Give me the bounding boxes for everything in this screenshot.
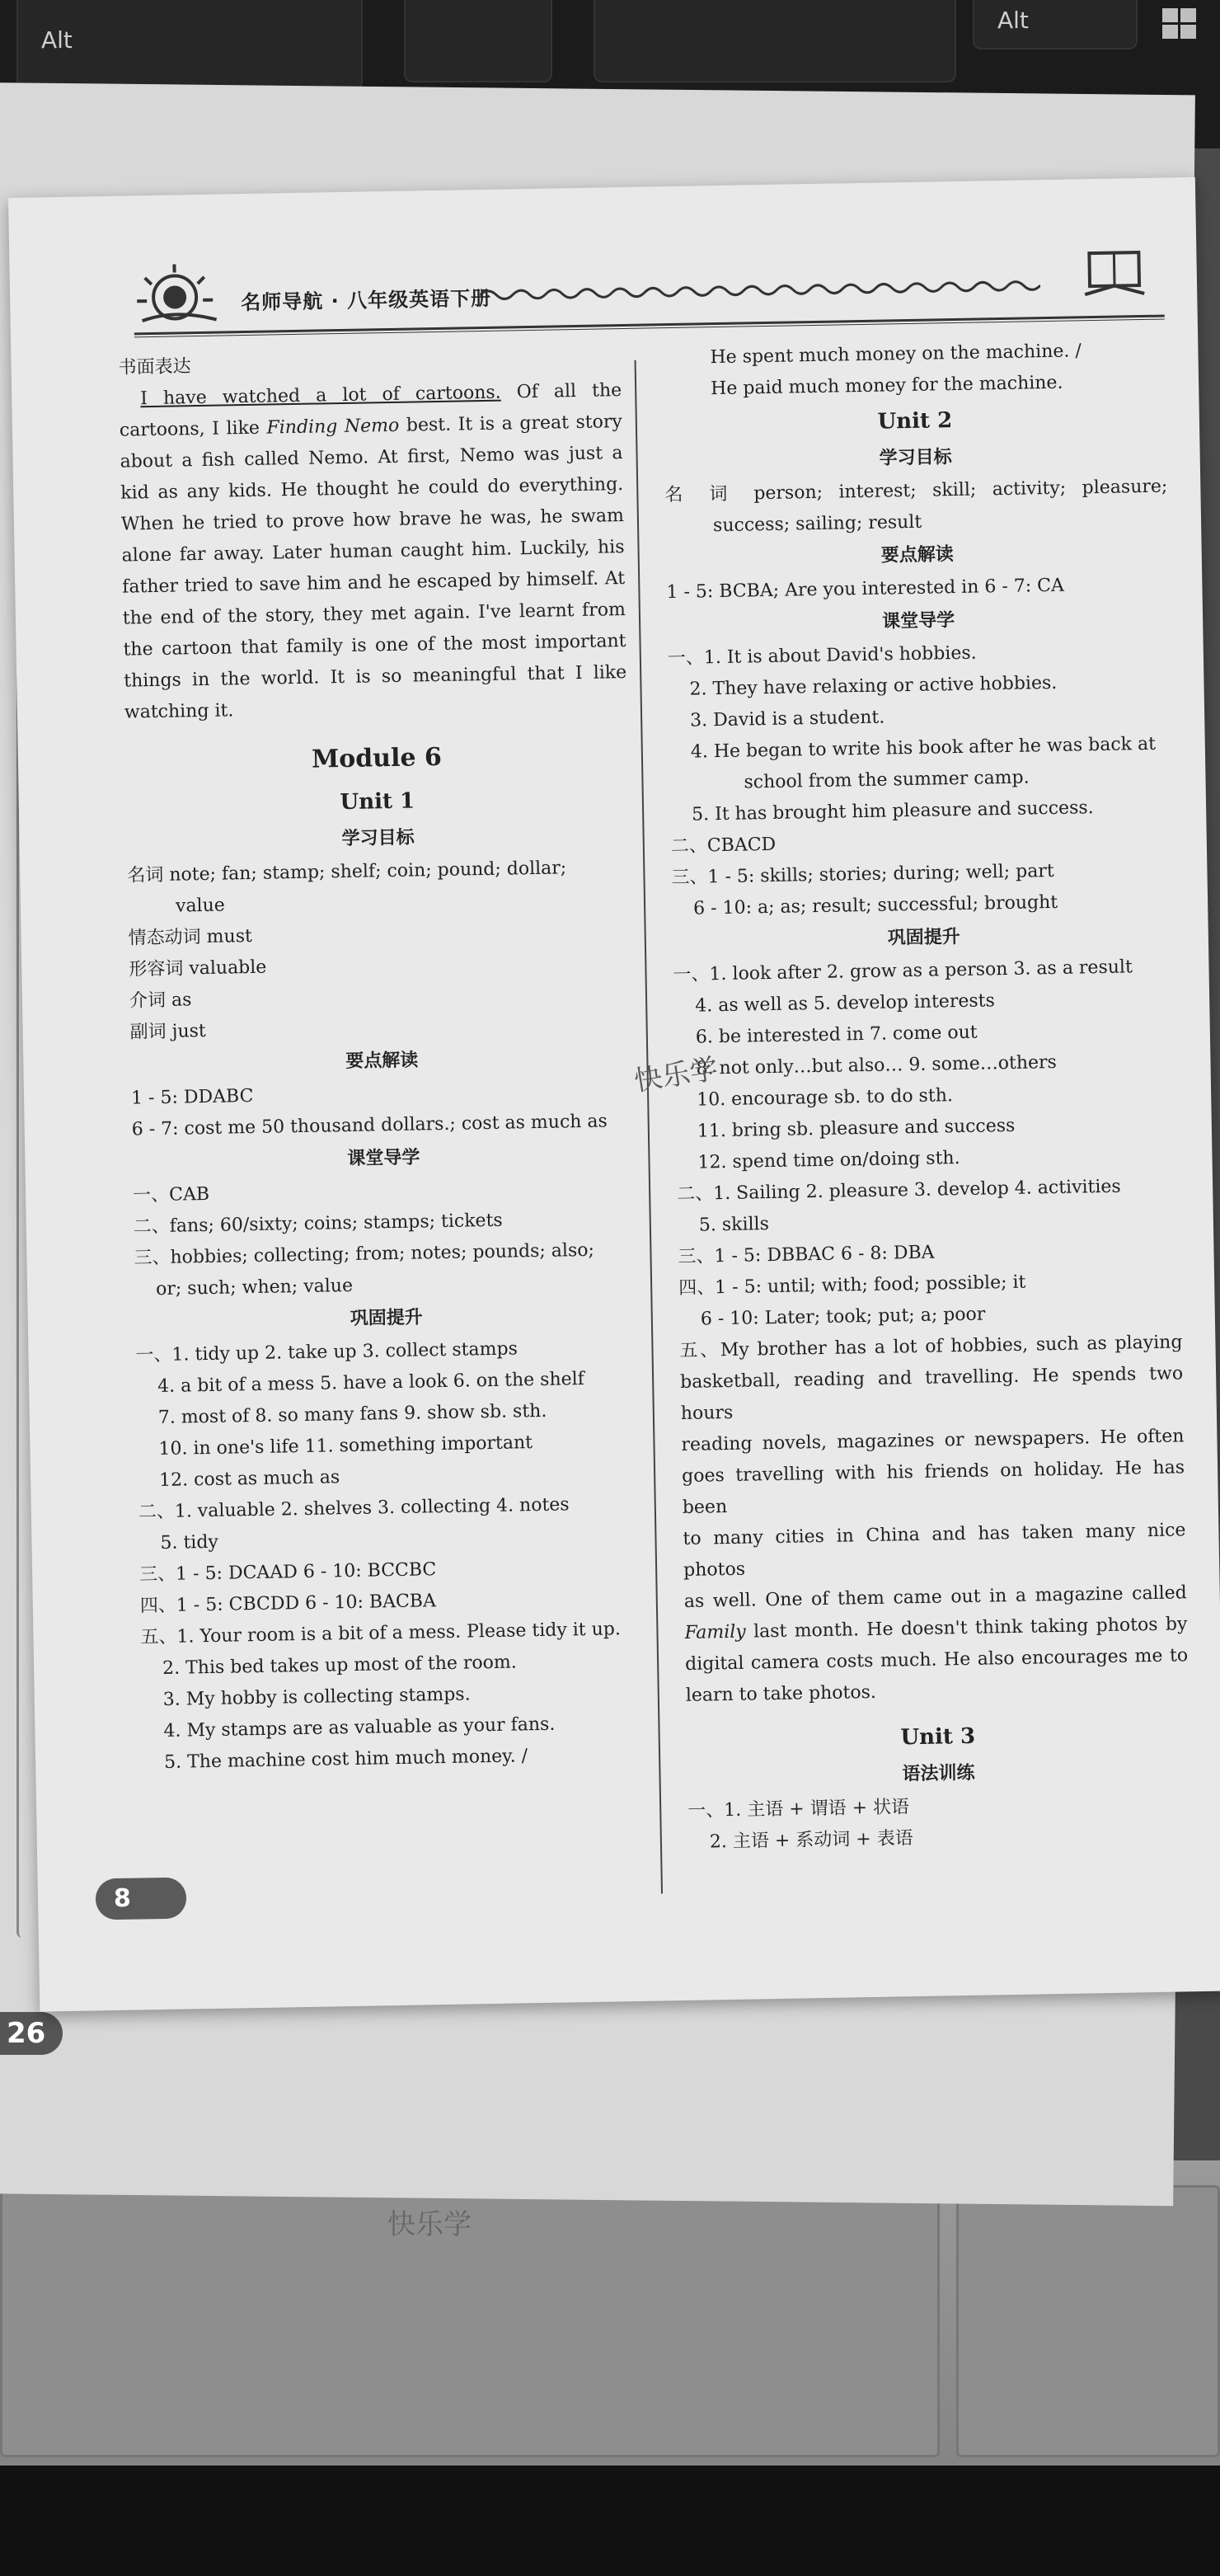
answer-line: 介词 as [129,990,192,1012]
answer-line: value [175,895,226,917]
essay-line: reading novels, magazines or newspapers. He often [681,1426,1185,1455]
answer-line: 3. My hobby is collecting stamps. [162,1684,471,1710]
section-heading: 巩固提升 [350,1307,423,1329]
header-wave-decoration [480,277,1040,303]
essay-line: the cartoon that family is one of the most important [123,631,626,660]
answer-line: 4. as well as 5. develop interests [695,990,996,1017]
windows-logo-icon [1162,8,1199,41]
keyboard-key [404,0,552,82]
answer-line: He spent much money on the machine. / [710,341,1082,369]
section-heading: 语法训练 [902,1762,975,1785]
answer-line: 6 - 10: a; as; result; successful; brought [692,891,1058,919]
workbook-page [8,177,1220,2012]
answer-line: 1 - 5: BCBA; Are you interested in 6 - 7: CA [666,575,1065,604]
page-header [133,244,1164,336]
alt-key-label: Alt [997,7,1029,34]
page-number: 8 [96,1878,187,1920]
underlying-page-number: 26 [0,2012,63,2055]
module-title: Module 6 [311,742,443,774]
desk-shadow [0,2466,1220,2576]
answer-line: 二、CBACD [670,834,777,858]
answer-line: 12. cost as much as [158,1467,340,1492]
essay-line: 五、My brother has a lot of hobbies, such as playing [679,1332,1183,1361]
answer-line: 三、hobbies; collecting; from; notes; pounds; also; [134,1239,595,1269]
answer-line: 6 - 10: Later; took; put; a; poor [700,1304,986,1330]
answer-line: 2. This bed takes up most of the room. [162,1652,517,1680]
handwritten-scribble: 快乐学 [631,1052,720,1098]
answer-line: He paid much money for the machine. [710,372,1063,400]
answer-line: 三、1 - 5: skills; stories; during; well; part [671,860,1054,889]
answer-line: 5. tidy [160,1531,219,1554]
answer-line: 11. bring sb. pleasure and success [697,1115,1016,1142]
essay-line: father tried to save him and he escaped by himself. At [122,568,626,598]
unit-title: Unit 2 [877,408,953,435]
essay-line: goes travelling with his friends on holiday. He has been [681,1457,1185,1518]
answer-line: 5. skills [698,1214,770,1236]
sun-logo-icon [133,260,224,327]
essay-text: cartoons, I like [119,417,267,441]
essay-line: digital camera costs much. He also encourages me to [684,1645,1189,1675]
right-column [662,335,1191,1859]
essay-line: watching it. [124,700,234,723]
essay-line: kid as any kids. He thought he could do everything. [120,474,624,504]
essay-italic-title: Family [684,1621,746,1643]
answer-line: 1 - 5: DDABC [130,1085,254,1109]
essay-line: learn to take photos. [685,1681,877,1706]
answer-line: 2. 主语 + 系动词 + 表语 [709,1828,913,1853]
answer-line: 三、1 - 5: DCAAD 6 - 10: BCCBC [138,1559,437,1586]
answer-line: 二、fans; 60/sixty; coins; stamps; tickets [133,1210,503,1238]
essay-line: the end of the story, they met again. I've learnt from [122,599,626,629]
header-rule [134,315,1165,338]
answer-line: 8. not only…but also… 9. some…others [696,1051,1058,1079]
section-heading: 要点解读 [880,544,954,566]
answer-line: 4. a bit of a mess 5. have a look 6. on the shelf [157,1369,585,1398]
answer-line: 四、1 - 5: CBCDD 6 - 10: BACBA [139,1591,437,1617]
unit-title: Unit 1 [340,788,415,816]
answer-line: 3. David is a student. [689,707,885,731]
section-heading: 巩固提升 [887,926,961,949]
unit-title: Unit 3 [900,1723,976,1751]
essay-text: best. It is a great story [399,411,623,436]
answer-line: 一、1. look after 2. grow as a person 3. as a result [673,957,1133,986]
answer-line: 4. My stamps are as valuable as your fans. [163,1713,556,1742]
answer-line: 10. encourage sb. to do sth. [697,1085,954,1111]
section-heading: 要点解读 [345,1050,419,1073]
answer-line: 名 词 person; interest; skill; activity; pleasure; [664,476,1168,506]
answer-line: 6 - 7: cost me 50 thousand dollars.; cost as much as [131,1111,608,1140]
answer-line: 一、1. 主语 + 谓语 + 状语 [687,1797,910,1822]
answer-line: 情态动词 must [128,925,253,949]
essay-line: about a fish called Nemo. At first, Nemo was just a [120,443,623,472]
answer-line: 四、1 - 5: until; with; food; possible; it [678,1272,1026,1300]
essay-text: last month. He doesn't think taking photos by [745,1614,1188,1643]
writing-label: 书面表达 [118,356,191,378]
alt-key-label: Alt [41,26,73,54]
section-heading: 课堂导学 [881,610,955,632]
section-heading: 学习目标 [341,827,415,850]
header-title: 名师导航 · 八年级英语下册 [241,286,492,315]
answer-line: school from the summer camp. [744,767,1030,793]
answer-line: 一、1. It is about David's hobbies. [667,642,977,670]
alt-key-left [16,0,363,91]
essay-line: alone far away. Later human caught him. Luckily, his [121,537,625,566]
essay-line: to many cities in China and has taken many nice photos [683,1520,1186,1581]
book-logo-icon [1081,244,1147,303]
essay-line: things in the world. It is so meaningful that I like [124,661,627,692]
answer-line: 二、1. valuable 2. shelves 3. collecting 4. notes [138,1494,570,1523]
answer-line: 10. in one's life 11. something important [158,1432,533,1460]
essay-italic-title: Finding Nemo [266,415,400,439]
section-heading: 学习目标 [879,447,952,469]
scribble-under: 快乐学 [387,2208,472,2241]
answer-line: 4. He began to write his book after he was back at [690,733,1157,763]
answer-line: 名词 note; fan; stamp; shelf; coin; pound; dollar; [127,858,567,886]
essay-line: When he tried to prove how brave he was, he swam [120,505,625,535]
answer-line: 一、CAB [132,1183,210,1206]
answer-line: or; such; when; value [155,1275,354,1300]
section-heading: 课堂导学 [347,1147,420,1169]
answer-line: success; sailing; result [712,511,922,537]
answer-line: 2. They have relaxing or active hobbies. [689,672,1058,700]
alt-key-right [973,0,1138,49]
answer-line: 7. most of 8. so many fans 9. show sb. sth. [157,1400,547,1429]
left-column [118,344,645,1779]
answer-line: 二、1. Sailing 2. pleasure 3. develop 4. activities [676,1176,1121,1206]
answer-line: 5. It has brought him pleasure and success. [691,797,1094,825]
essay-line: as well. One of them came out in a magazine called [683,1582,1187,1612]
essay-underlined: I have watched a lot of cartoons. [140,382,501,410]
answer-line: 形容词 valuable [129,957,267,980]
keyboard-key [956,2185,1220,2457]
essay-line: basketball, reading and travelling. He spends two hours [679,1363,1184,1424]
essay-text: Of all the [500,380,622,403]
answer-line: 副词 just [129,1020,207,1043]
answer-line: 一、1. tidy up 2. take up 3. collect stamps [135,1338,518,1366]
answer-line: 五、1. Your room is a bit of a mess. Please tidy it up. [140,1619,622,1648]
answer-line: 6. be interested in 7. come out [695,1022,978,1048]
answer-line: 5. The machine cost him much money. / [163,1746,528,1773]
answer-line: 三、1 - 5: DBBAC 6 - 8: DBA [678,1242,935,1268]
keyboard-key [594,0,956,82]
answer-line: 12. spend time on/doing sth. [697,1148,960,1173]
